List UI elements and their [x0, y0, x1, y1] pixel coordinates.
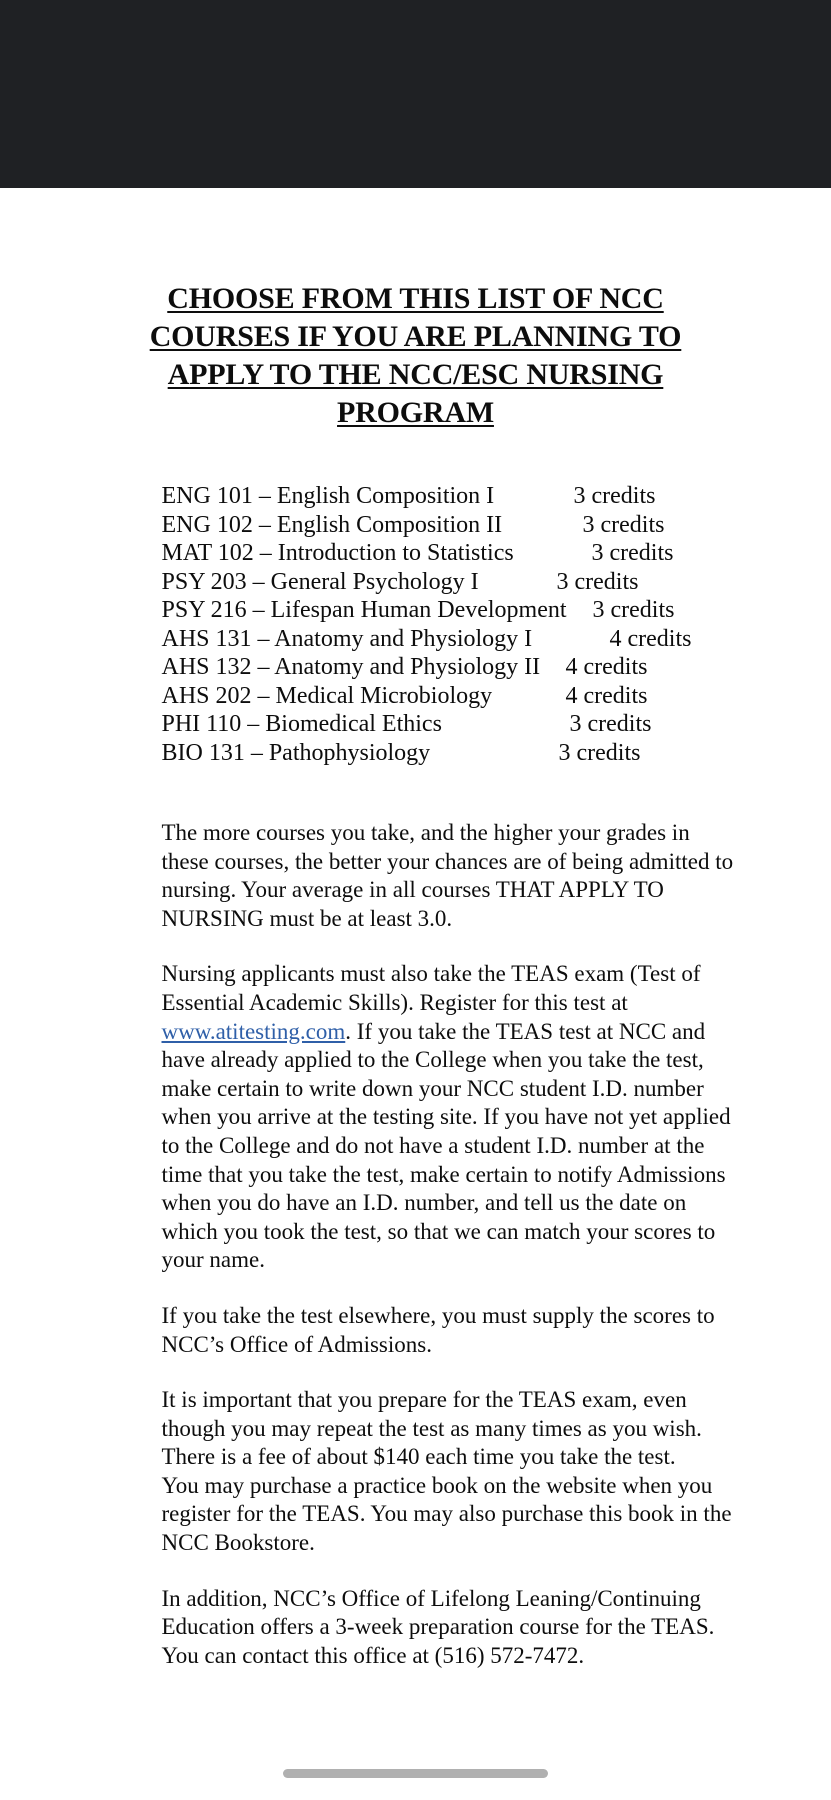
course-credits: 3 credits — [591, 540, 674, 566]
page-title-line-2: COURSES IF YOU ARE PLANNING TO — [149, 320, 682, 353]
course-row — [162, 682, 766, 711]
page-title-line-1: CHOOSE FROM THIS LIST OF NCC — [167, 282, 664, 315]
course-row — [162, 539, 766, 568]
paragraph-teas-fee: It is important that you prepare for the TEAS exam, even though you may repeat the test as many times as you wish. There is a fee of about $140 each time you take the test. — [161, 1387, 702, 1470]
home-indicator[interactable] — [283, 1769, 548, 1778]
atitesting-link[interactable]: www.atitesting.com — [161, 1018, 346, 1044]
paragraph-teas-registration — [162, 960, 740, 1275]
course-row — [162, 596, 766, 625]
course-credits: 3 credits — [573, 483, 656, 509]
paragraph-admission-average: The more courses you take, and the higher your grades in these courses, the better your chances are of being admitted to nursing. Your average in all courses THAT APPLY TO NURSING must be at least 3.0. — [161, 820, 734, 931]
page-title-line-4: PROGRAM — [337, 396, 494, 429]
course-name: ENG 101 – English Composition I — [161, 483, 495, 509]
page-title-line-3: APPLY TO THE NCC/ESC NURSING — [167, 358, 664, 391]
course-name: ENG 102 – English Composition II — [161, 511, 503, 538]
course-row — [162, 625, 766, 654]
teas-detail-text: . If you take the TEAS test at NCC and have already applied to the College when you take the test, make certain to write down your NCC student I.D. number when you arrive at the testing site. If you have not yet applied to the College and do not have a student I.D. number at the time that you take the test, make certain to notify Admissions when you do have an I.D. number, and tell us the date on which you took the test, so that we can match your scores to your name. — [161, 1018, 731, 1273]
course-name: MAT 102 – Introduction to Statistics — [161, 540, 514, 566]
document-page — [0, 188, 831, 1670]
paragraph-practice-book: You may purchase a practice book on the website when you register for the TEAS. You may also purchase this book in the NCC Bookstore. — [161, 1472, 732, 1556]
course-credits: 3 credits — [569, 711, 652, 737]
course-name: BIO 131 – Pathophysiology — [161, 739, 431, 766]
course-row — [162, 482, 766, 511]
course-credits: 4 credits — [565, 654, 648, 680]
course-credits: 3 credits — [582, 511, 665, 538]
course-credits: 4 credits — [565, 682, 648, 709]
home-indicator-area — [0, 1769, 831, 1778]
course-row — [162, 653, 766, 682]
course-row — [162, 568, 766, 597]
course-name: PSY 216 – Lifespan Human Development — [161, 597, 567, 623]
course-credits: 4 credits — [609, 625, 692, 652]
paragraph-prep-course: In addition, NCC’s Office of Lifelong Leaning/Continuing Education offers a 3-week preparation course for the TEAS. You can contact this office at (516) 572-7472. — [161, 1585, 715, 1668]
course-row — [162, 511, 766, 540]
paragraph-external-scores: If you take the test elsewhere, you must supply the scores to NCC’s Office of Admissions. — [161, 1302, 715, 1357]
teas-intro-text: Nursing applicants must also take the TEAS exam (Test of Essential Academic Skills). Register for this test at — [161, 961, 701, 1015]
course-row — [162, 739, 766, 768]
course-name: PHI 110 – Biomedical Ethics — [161, 711, 442, 737]
course-credits: 3 credits — [556, 568, 639, 595]
course-name: AHS 131 – Anatomy and Physiology I — [161, 625, 533, 652]
course-credits: 3 credits — [592, 597, 675, 623]
page-title — [116, 188, 716, 432]
course-credits: 3 credits — [558, 739, 641, 766]
body-text — [66, 819, 766, 1670]
course-name: PSY 203 – General Psychology I — [161, 568, 479, 595]
course-row — [162, 710, 766, 739]
course-list — [66, 482, 766, 767]
course-name: AHS 202 – Medical Microbiology — [161, 682, 493, 709]
course-name: AHS 132 – Anatomy and Physiology II — [161, 654, 541, 680]
status-bar — [0, 0, 831, 188]
